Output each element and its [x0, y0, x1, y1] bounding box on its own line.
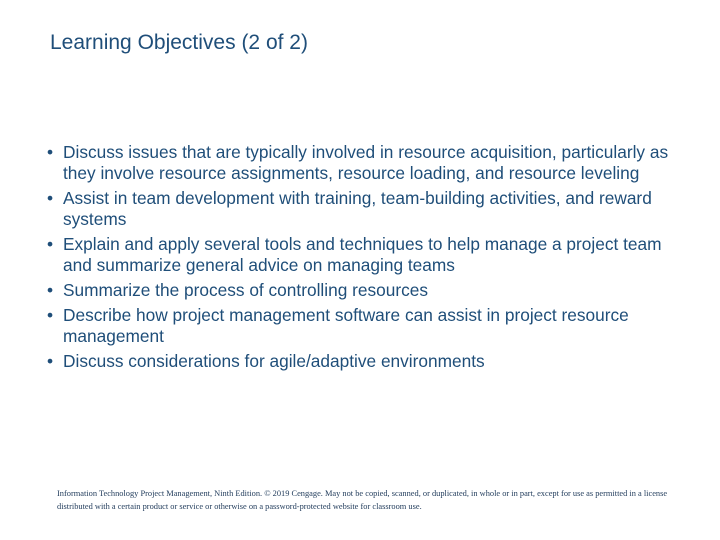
objective-item: • Describe how project management software can assist in project resource management [46, 305, 686, 347]
slide-title: Learning Objectives (2 of 2) [50, 31, 308, 54]
objective-item: • Explain and apply several tools and techniques to help manage a project team and summarize general advice on managing teams [46, 234, 686, 276]
objectives-list [46, 142, 686, 376]
copyright-footer: Information Technology Project Management, Ninth Edition. © 2019 Cengage. May not be copied, scanned, or duplicated, in whole or in part, except for use as permitted in a license distributed with a certain product or service or otherwise on a password-protected website for classroom use. [57, 489, 668, 511]
objective-item: • Discuss considerations for agile/adaptive environments [46, 351, 686, 372]
objective-item: • Summarize the process of controlling resources [46, 280, 686, 301]
objective-item: • Discuss issues that are typically involved in resource acquisition, particularly as they involve resource assignments, resource loading, and resource leveling [46, 142, 686, 184]
objective-item: • Assist in team development with training, team-building activities, and reward systems [46, 188, 686, 230]
